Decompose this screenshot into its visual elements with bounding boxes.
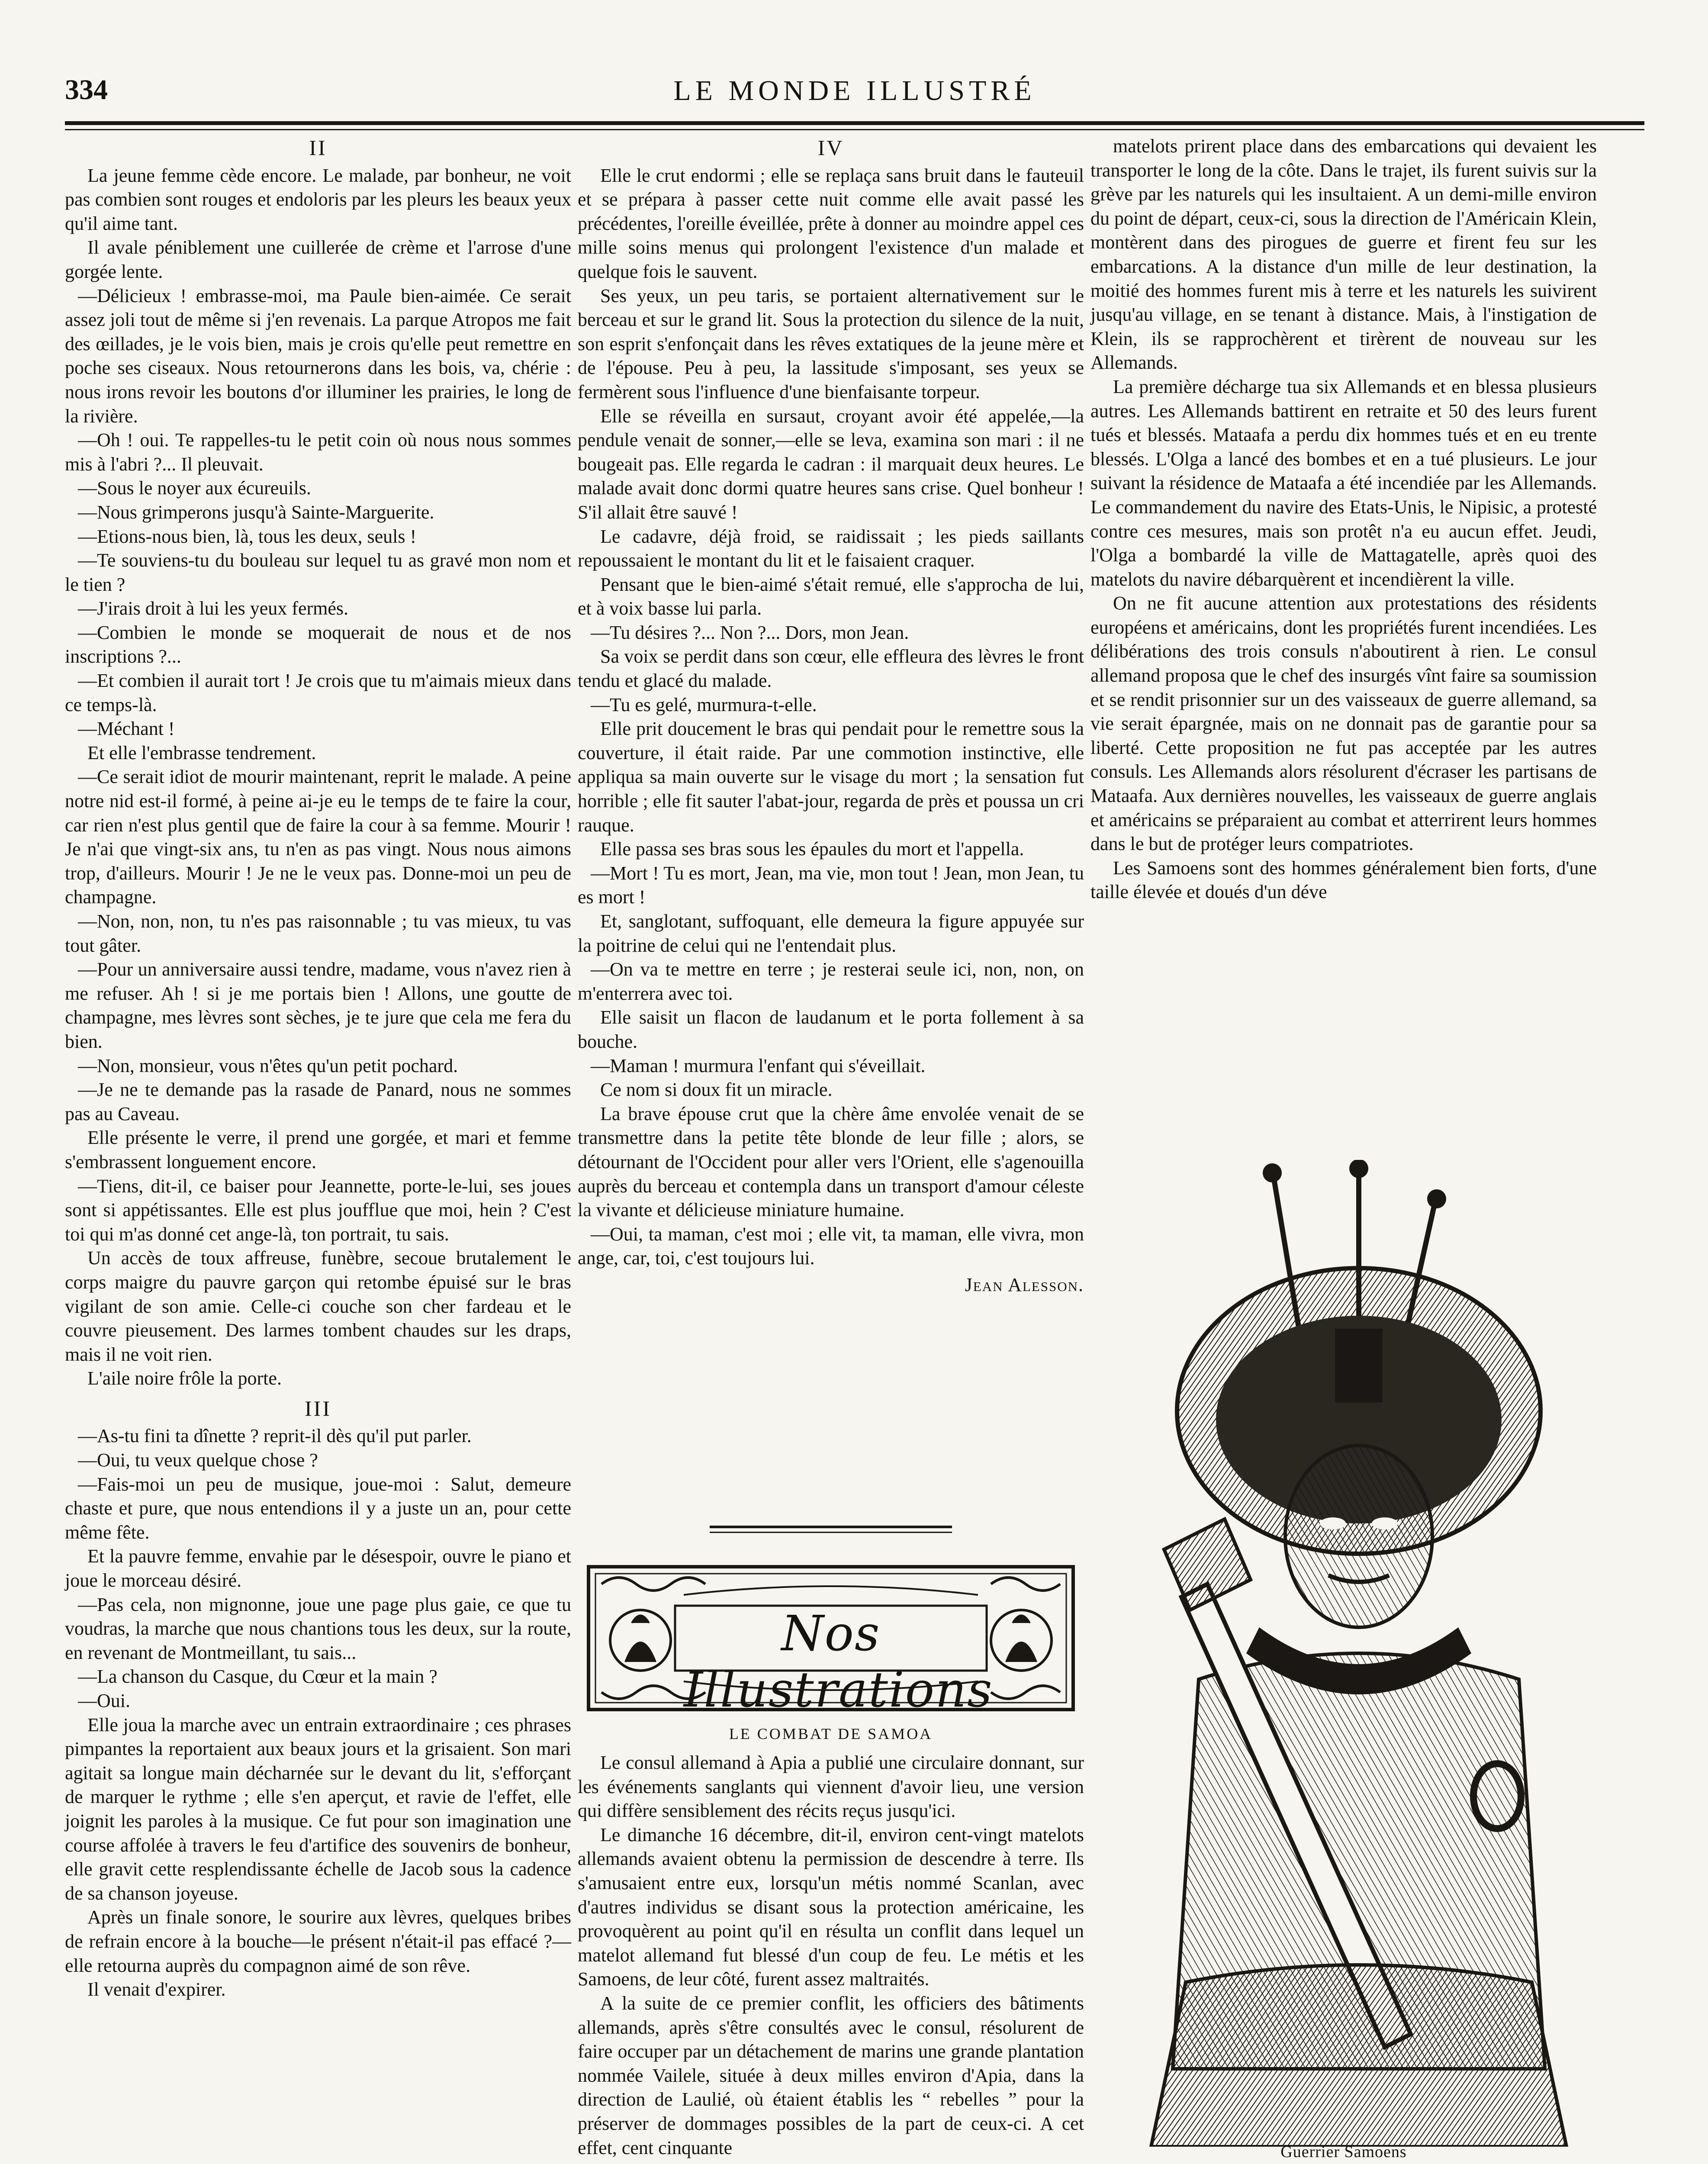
paragraph: Et la pauvre femme, envahie par le désespoir, ouvre le piano et joue le morceau désiré. [65,1546,571,1591]
paragraph: —Et combien il aurait tort ! Je crois que tu m'aimais mieux dans ce temps-là. [65,670,571,715]
section-heading: III [305,1396,331,1420]
paragraph: On ne fit aucune attention aux protestations des résidents européens et américains, dont les propriétés furent incendiées. Les délibérations des trois consuls n'aboutirent à rien. Le consul allemand proposa que le chef des insurgés vînt faire sa soumission et se rendit prisonnier sur un des vaisseaux de guerre allemand, sa vie serait épargnée, mais on ne donnait pas de garantie pour sa liberté. Cette proposition ne fut pas acceptée par les autres consuls. Les Allemands alors résolurent d'écraser les partisans de Mataafa. Aux dernières nouvelles, les vaisseaux de guerre anglais et américains se préparaient au combat et atterrirent leurs hommes dans le but de protéger leurs compatriotes. [1090,593,1597,855]
section-body [65,1424,571,2001]
article-heading: LE COMBAT DE SAMOA [729,1725,933,1742]
paragraph: —Nous grimperons jusqu'à Sainte-Marguerite. [78,501,434,523]
paragraph: —Combien le monde se moquerait de nous et de nos inscriptions ?... [65,622,571,667]
paragraph: La brave épouse crut que la chère âme envolée venait de se transmettre dans la petite tête blonde de leur fille ; alors, se détournant de l'Occident pour aller vers l'Orient, elle s'agenouilla auprès du berceau et contempla dans un transport d'amour céleste la vivante et délicieuse miniature humaine. [578,1103,1084,1221]
paragraph: Et elle l'embrasse tendrement. [87,742,316,763]
paragraph: La jeune femme cède encore. Le malade, par bonheur, ne voit pas combien sont rouges et endoloris par les pleurs les beaux yeux qu'il aime tant. [65,164,571,234]
paragraph: —J'irais droit à lui les yeux fermés. [78,598,349,619]
paragraph: Elle joua la marche avec un entrain extraordinaire ; ces phrases pimpantes la reportaient aux beaux jours et la grisaient. Son mari agitait sa longue main décharnée sur le devant du lit, s'efforçant de marquer le rythme ; elle s'en aperçut, et ravie de l'effet, elle joignit les paroles à la musique. Ce fut pour son imagination une course affolée à travers le feu d'artifice des souvenirs de bonheur, elle gravit cette resplendissante échelle de Jacob sous la cadence de sa chanson joyeuse. [65,1714,571,1904]
paragraph: —Fais-moi un peu de musique, joue-moi : Salut, demeure chaste et pure, que nous entendions il y a juste un an, pour cette même fête. [65,1473,571,1543]
paragraph: —La chanson du Casque, du Cœur et la main ? [78,1666,437,1687]
article-body-right [1090,134,1597,1143]
paragraph: L'aile noire frôle la porte. [87,1368,282,1389]
section-body [65,164,571,1391]
paragraph: —Je ne te demande pas la rasade de Panard, nous ne sommes pas au Caveau. [65,1079,571,1124]
paragraph: —Pour un anniversaire aussi tendre, madame, vous n'avez rien à me refuser. Ah ! si je me portais bien ! Allons, une goutte de champagne, mes lèvres sont sèches, je te jure que cela me fera du bien. [65,959,571,1052]
paragraph: Elle prit doucement le bras qui pendait pour le remettre sous la couverture, il était raide. Par une commotion instinctive, elle appliqua sa main ouverte sur le visage du mort ; la sensation fut horrible ; elle fit sauter l'abat-jour, regarda de près et poussa un cri rauque. [578,718,1084,836]
header-rule-thin [65,129,1644,130]
section-heading: IV [817,135,844,160]
paragraph: Après un finale sonore, le sourire aux lèvres, quelques bribes de refrain encore à la bouche—le présent n'était-il pas effacé ?—elle retourna auprès du compagnon aimé de son rêve. [65,1906,571,1976]
paragraph: —Sous le noyer aux écureuils. [78,477,311,499]
paragraph: Elle présente le verre, il prend une gorgée, et mari et femme s'embrassent longuement encore. [65,1127,571,1172]
paragraph: matelots prirent place dans des embarcations qui devaient les transporter le long de la côte. Dans le trajet, ils furent suivis sur la grève par les naturels qui les insultaient. A un demi-mille environ du point de départ, ceux-ci, sous la direction de l'Américain Klein, montèrent dans des pirogues de guerre et firent feu sur les embarcations. A la distance d'un mille de leur destination, la moitié des hommes furent mis à terre et les naturels les suivirent jusqu'au village, en se tenant à distance. Mais, à l'instigation de Klein, ils se rapprochèrent et tirèrent de nouveau sur les Allemands. [1090,135,1597,374]
paragraph: A la suite de ce premier conflit, les officiers des bâtiments allemands, après s'être consultés avec le consul, résolurent de faire occuper par un détachement de marins une grande plantation nommée Vailele, située à deux milles environ d'Apia, dans la direction de Laulié, où étaient établis les “ rebelles ” pour la préserver de dommages possibles de la part de ceux-ci. A cet effet, cent cinquante [578,1992,1084,2158]
paragraph: —Te souviens-tu du bouleau sur lequel tu as gravé mon nom et le tien ? [65,550,571,595]
paragraph: Un accès de toux affreuse, funèbre, secoue brutalement le corps maigre du pauvre garçon qui retombe épuisé sur le bras vigilant de son amie. Celle-ci couche son cher fardeau et le couvre pieusement. Des larmes tombent chaudes sur les draps, mais il ne voit rien. [65,1247,571,1365]
banner-title: Nos Illustrations [684,1606,993,1718]
paragraph: Elle saisit un flacon de laudanum et le porta follement à sa bouche. [578,1007,1084,1052]
paragraph: —As-tu fini ta dînette ? reprit-il dès qu'il put parler. [78,1425,472,1447]
paragraph: —Ce serait idiot de mourir maintenant, reprit le malade. A peine notre nid est-il formé, à peine ai-je eu le temps de te faire la cour, car rien n'est plus gentil que de faire la cour à sa femme. Mourir ! Je n'ai que vingt-six ans, tu n'en as pas vingt. Nous nous aimons trop, d'ailleurs. Mourir ! Je ne le veux pas. Donne-moi un peu de champagne. [65,766,571,908]
paragraph: —On va te mettre en terre ; je resterai seule ici, non, non, on m'enterrera avec toi. [578,959,1084,1004]
article-body-middle [578,1751,1084,2164]
paragraph: Elle le crut endormi ; elle se replaça sans bruit dans le fauteuil et se prépara à passer cette nuit comme elle avait passé les précédentes, l'oreille éveillée, prête à donner au moindre appel ces mille soins menus qui prolongent l'existence d'un malade et quelque fois le sauvent. [578,164,1084,282]
paragraph: —Oui, tu veux quelque chose ? [78,1449,318,1471]
illustrations-banner [584,1558,1078,1718]
paragraph: Elle se réveilla en sursaut, croyant avoir été appelée,—la pendule venait de sonner,—elle se leva, examina son mari : il ne bougeait pas. Elle regarda le cadran : il marquait deux heures. Le malade avait donc dormi quatre heures sans crise. Quel bonheur ! S'il allait être sauvé ! [578,405,1084,523]
paragraph: Le consul allemand à Apia a publié une circulaire donnant, sur les événements sanglants qui viennent d'avoir lieu, une version qui diffère sensiblement des récits reçus jusqu'ici. [578,1752,1084,1822]
paragraph: —Etions-nous bien, là, tous les deux, seuls ! [78,525,417,547]
samoan-warrior-engraving-icon [1116,1160,1605,2147]
paragraph: Les Samoens sont des hommes généralement bien forts, d'une taille élevée et doués d'un déve [1090,857,1597,903]
paragraph: Il venait d'expirer. [87,1979,226,2000]
paragraph: Ce nom si doux fit un miracle. [600,1079,833,1101]
paragraph: —Tu désires ?... Non ?... Dors, mon Jean. [591,622,909,643]
column-middle [578,134,1084,1510]
paragraph: Ses yeux, un peu taris, se portaient alternativement sur le berceau et sur le grand lit. Sous la protection du silence de la nuit, son esprit s'enfonçait dans les rêves extatiques de la jeune mère et de l'épouse. Peu à peu, la lassitude s'imposant, ses yeux se fermèrent sous l'influence d'une bienfaisante torpeur. [578,285,1084,403]
paragraph: Elle passa ses bras sous les épaules du mort et l'appella. [600,838,1024,860]
page-number: 334 [65,74,108,106]
paragraph: Le cadavre, déjà froid, se raidissait ; les pieds saillants repoussaient le montant du lit et le faisaient craquer. [578,525,1084,571]
paragraph: —Non, non, non, tu n'es pas raisonnable ; tu vas mieux, tu vas tout gâter. [65,911,571,956]
section-divider [710,1526,952,1537]
paragraph: Il avale péniblement une cuillerée de crème et l'arrose d'une gorgée lente. [65,237,571,282]
column-left [65,134,571,2164]
paragraph: La première décharge tua six Allemands et en blessa plusieurs autres. Les Allemands battirent en retraite et 50 des leurs furent tués et blessés. Mataafa a perdu dix hommes tués et en eu trente blessés. L'Olga a lancé des bombes et en a tué plusieurs. Le jour suivant la résidence de Mataafa a été incendiée par les Allemands. Le commandement du navire des Etats-Unis, le Nipisic, a protesté contre ces mesures, mais son protêt n'a eu aucun effet. Jeudi, l'Olga a bombardé la ville de Mattagatelle, après quoi des matelots du navire débarquèrent et incendièrent la ville. [1090,376,1597,590]
paragraph: —Tiens, dit-il, ce baiser pour Jeannette, porte-le-lui, ses joues sont si appétissantes. Elle est plus joufflue que moi, hein ? C'est toi qui m'as donné cet ange-là, ton portrait, tu sais. [65,1175,571,1245]
page-title: LE MONDE ILLUSTRÉ [673,75,1036,106]
paragraph: —Non, monsieur, vous n'êtes qu'un petit pochard. [78,1055,458,1076]
section-body [578,164,1084,1270]
paragraph: Pensant que le bien-aimé s'était remué, elle s'approcha de lui, et à voix basse lui parla. [578,573,1084,619]
paragraph: —Oui. [78,1690,130,1711]
paragraph: —Délicieux ! embrasse-moi, ma Paule bien-aimée. Ce serait assez joli tout de même si j'en revenais. La parque Atropos me fait des œillades, je le vois bien, mais je crois qu'elle peut remettre en poche ses ciseaux. Nous retournerons dans les bois, va, chérie : nous irons revoir les boutons d'or illuminer les prairies, le long de la rivière. [65,285,571,427]
paragraph: Et, sanglotant, suffoquant, elle demeura la figure appuyée sur la poitrine de celui qui ne l'entendait plus. [578,911,1084,956]
paragraph: —Oui, ta maman, c'est moi ; elle vit, ta maman, elle vivra, mon ange, car, toi, c'est toujours lui. [578,1223,1084,1269]
author-signature: Jean Alesson. [965,1274,1084,1295]
paragraph: —Tu es gelé, murmura-t-elle. [591,694,817,715]
paragraph: —Oh ! oui. Te rappelles-tu le petit coin où nous nous sommes mis à l'abri ?... Il pleuvait. [65,429,571,475]
paragraph: —Maman ! murmura l'enfant qui s'éveillait. [591,1055,926,1076]
section-heading: II [309,135,327,160]
paragraph: Sa voix se perdit dans son cœur, elle effleura des lèvres le front tendu et glacé du malade. [578,646,1084,692]
paragraph: —Mort ! Tu es mort, Jean, ma vie, mon tout ! Jean, mon Jean, tu es mort ! [578,862,1084,908]
figure-caption: Guerrier Samoens [1280,2143,1407,2161]
paragraph: Le dimanche 16 décembre, dit-il, environ cent-vingt matelots allemands avaient obtenu la permission de descendre à terre. Ils s'amusaient entre eux, lorsqu'un métis nommé Scanlan, avec d'autres individus se disant sous la protection américaine, les provoquèrent au point qu'il en résulta un conflit dans lequel un matelot allemand fut blessé d'un coup de feu. Le métis et les Samoens, de leur côté, furent assez maltraités. [578,1824,1084,1990]
paragraph: —Pas cela, non mignonne, joue une page plus gaie, ce que tu voudras, la marche que nous chantions tous les deux, sur la route, en revenant de Montmeillant, tu sais... [65,1594,571,1663]
paragraph: —Méchant ! [78,718,175,740]
header-rule [65,121,1644,125]
